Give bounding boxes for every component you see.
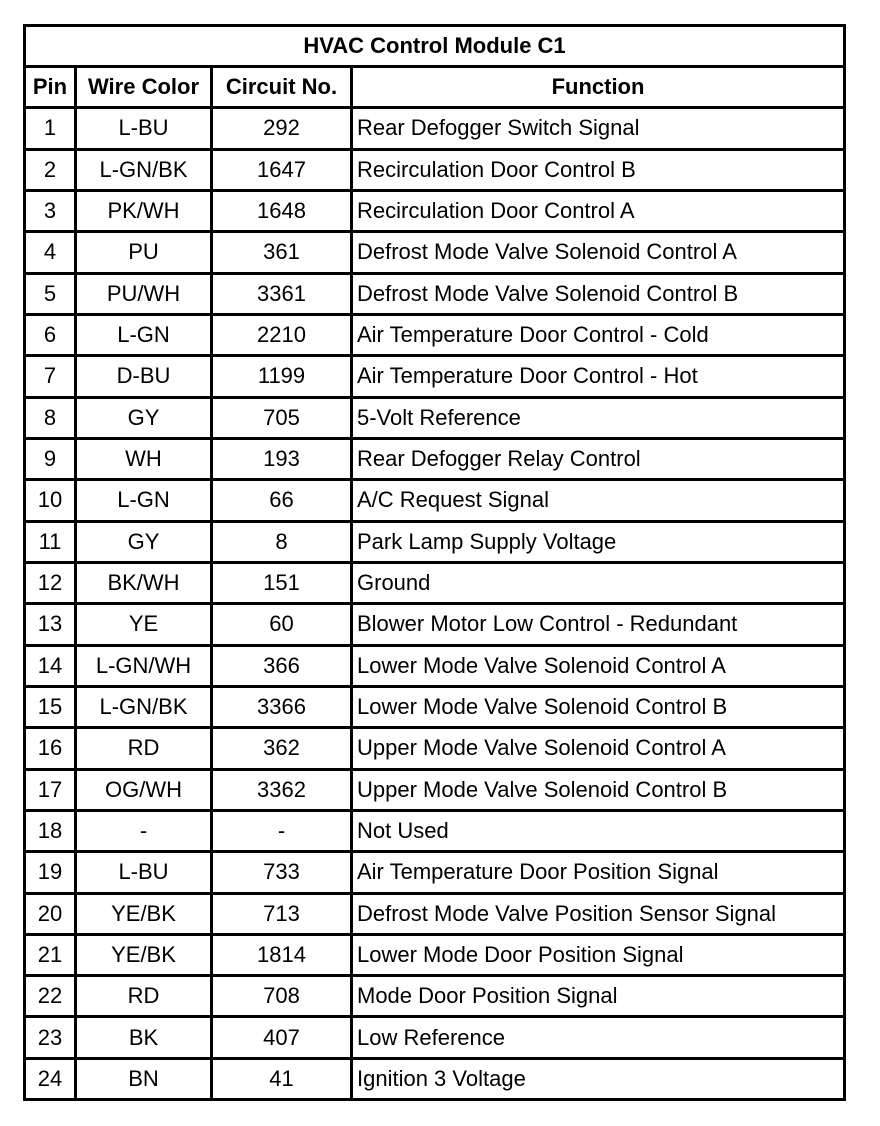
table-row [26, 275, 843, 313]
function-cell: Air Temperature Door Control - Hot [353, 357, 843, 395]
wire-color-cell: PU [77, 233, 210, 271]
wire-color-cell: GY [77, 399, 210, 437]
table-row [26, 316, 843, 354]
pin-cell: 2 [26, 151, 74, 189]
pin-cell: 1 [26, 109, 74, 147]
table-row [26, 1018, 843, 1056]
table-row [26, 151, 843, 189]
circuit-no-cell: 151 [213, 564, 350, 602]
pin-cell: 22 [26, 977, 74, 1015]
pin-cell: 6 [26, 316, 74, 354]
table-row [26, 812, 843, 850]
table-row [26, 523, 843, 561]
function-cell: Not Used [353, 812, 843, 850]
function-cell: Rear Defogger Relay Control [353, 440, 843, 478]
table-row [26, 357, 843, 395]
circuit-no-cell: 3361 [213, 275, 350, 313]
circuit-no-cell: 41 [213, 1060, 350, 1098]
circuit-no-cell: 8 [213, 523, 350, 561]
table-row [26, 564, 843, 602]
wire-color-cell: L-BU [77, 853, 210, 891]
circuit-no-cell: 2210 [213, 316, 350, 354]
circuit-no-cell: 705 [213, 399, 350, 437]
pin-cell: 10 [26, 481, 74, 519]
function-cell: Rear Defogger Switch Signal [353, 109, 843, 147]
circuit-no-cell: 361 [213, 233, 350, 271]
function-cell: Upper Mode Valve Solenoid Control A [353, 729, 843, 767]
pin-cell: 4 [26, 233, 74, 271]
wire-color-cell: YE/BK [77, 895, 210, 933]
pin-cell: 21 [26, 936, 74, 974]
table-row [26, 233, 843, 271]
circuit-no-cell: 713 [213, 895, 350, 933]
function-cell: Lower Mode Valve Solenoid Control B [353, 688, 843, 726]
table-row [26, 977, 843, 1015]
pin-cell: 18 [26, 812, 74, 850]
function-cell: Ground [353, 564, 843, 602]
pin-cell: 7 [26, 357, 74, 395]
circuit-no-cell: 1814 [213, 936, 350, 974]
pin-cell: 17 [26, 771, 74, 809]
circuit-no-cell: 733 [213, 853, 350, 891]
function-cell: Lower Mode Valve Solenoid Control A [353, 647, 843, 685]
table-row [26, 109, 843, 147]
wire-color-cell: YE/BK [77, 936, 210, 974]
pin-cell: 8 [26, 399, 74, 437]
pin-cell: 19 [26, 853, 74, 891]
circuit-no-cell: 3366 [213, 688, 350, 726]
wire-color-cell: RD [77, 729, 210, 767]
wire-color-cell: L-GN [77, 316, 210, 354]
connector-pinout-table [23, 24, 846, 1101]
table-row [26, 399, 843, 437]
pin-cell: 24 [26, 1060, 74, 1098]
column-header-pin: Pin [26, 68, 74, 106]
table-row [26, 1060, 843, 1098]
function-cell: Air Temperature Door Control - Cold [353, 316, 843, 354]
circuit-no-cell: 1647 [213, 151, 350, 189]
circuit-no-cell: 3362 [213, 771, 350, 809]
function-cell: A/C Request Signal [353, 481, 843, 519]
wire-color-cell: BK/WH [77, 564, 210, 602]
function-cell: Low Reference [353, 1018, 843, 1056]
function-cell: Defrost Mode Valve Solenoid Control B [353, 275, 843, 313]
function-cell: Lower Mode Door Position Signal [353, 936, 843, 974]
pin-cell: 9 [26, 440, 74, 478]
pin-cell: 14 [26, 647, 74, 685]
wire-color-cell: L-GN [77, 481, 210, 519]
table-row [26, 936, 843, 974]
wire-color-cell: OG/WH [77, 771, 210, 809]
pin-cell: 11 [26, 523, 74, 561]
circuit-no-cell: - [213, 812, 350, 850]
wire-color-cell: L-GN/BK [77, 688, 210, 726]
wire-color-cell: - [77, 812, 210, 850]
circuit-no-cell: 292 [213, 109, 350, 147]
circuit-no-cell: 66 [213, 481, 350, 519]
table-row [26, 647, 843, 685]
table-title: HVAC Control Module C1 [26, 27, 843, 65]
function-cell: 5-Volt Reference [353, 399, 843, 437]
circuit-no-cell: 708 [213, 977, 350, 1015]
table-row [26, 895, 843, 933]
function-cell: Mode Door Position Signal [353, 977, 843, 1015]
wire-color-cell: WH [77, 440, 210, 478]
pin-cell: 12 [26, 564, 74, 602]
wire-color-cell: RD [77, 977, 210, 1015]
wire-color-cell: GY [77, 523, 210, 561]
wire-color-cell: PK/WH [77, 192, 210, 230]
wire-color-cell: BK [77, 1018, 210, 1056]
function-cell: Park Lamp Supply Voltage [353, 523, 843, 561]
wire-color-cell: L-GN/WH [77, 647, 210, 685]
pin-cell: 5 [26, 275, 74, 313]
wire-color-cell: YE [77, 605, 210, 643]
wire-color-cell: PU/WH [77, 275, 210, 313]
wire-color-cell: BN [77, 1060, 210, 1098]
function-cell: Upper Mode Valve Solenoid Control B [353, 771, 843, 809]
wire-color-cell: D-BU [77, 357, 210, 395]
pin-cell: 15 [26, 688, 74, 726]
table-row [26, 481, 843, 519]
table-row [26, 440, 843, 478]
table-row [26, 605, 843, 643]
circuit-no-cell: 1199 [213, 357, 350, 395]
pin-cell: 23 [26, 1018, 74, 1056]
table-row [26, 771, 843, 809]
circuit-no-cell: 407 [213, 1018, 350, 1056]
column-header-wire-color: Wire Color [77, 68, 210, 106]
circuit-no-cell: 193 [213, 440, 350, 478]
pin-cell: 3 [26, 192, 74, 230]
table-row [26, 688, 843, 726]
pin-cell: 16 [26, 729, 74, 767]
pin-cell: 20 [26, 895, 74, 933]
function-cell: Air Temperature Door Position Signal [353, 853, 843, 891]
circuit-no-cell: 362 [213, 729, 350, 767]
pin-cell: 13 [26, 605, 74, 643]
table-row [26, 853, 843, 891]
circuit-no-cell: 60 [213, 605, 350, 643]
circuit-no-cell: 366 [213, 647, 350, 685]
column-header-circuit-no: Circuit No. [213, 68, 350, 106]
wire-color-cell: L-GN/BK [77, 151, 210, 189]
function-cell: Defrost Mode Valve Solenoid Control A [353, 233, 843, 271]
function-cell: Recirculation Door Control A [353, 192, 843, 230]
table-row [26, 729, 843, 767]
wire-color-cell: L-BU [77, 109, 210, 147]
function-cell: Ignition 3 Voltage [353, 1060, 843, 1098]
function-cell: Blower Motor Low Control - Redundant [353, 605, 843, 643]
column-header-function: Function [353, 68, 843, 106]
circuit-no-cell: 1648 [213, 192, 350, 230]
function-cell: Recirculation Door Control B [353, 151, 843, 189]
function-cell: Defrost Mode Valve Position Sensor Signal [353, 895, 843, 933]
table-row [26, 192, 843, 230]
table-header-row [26, 68, 843, 106]
